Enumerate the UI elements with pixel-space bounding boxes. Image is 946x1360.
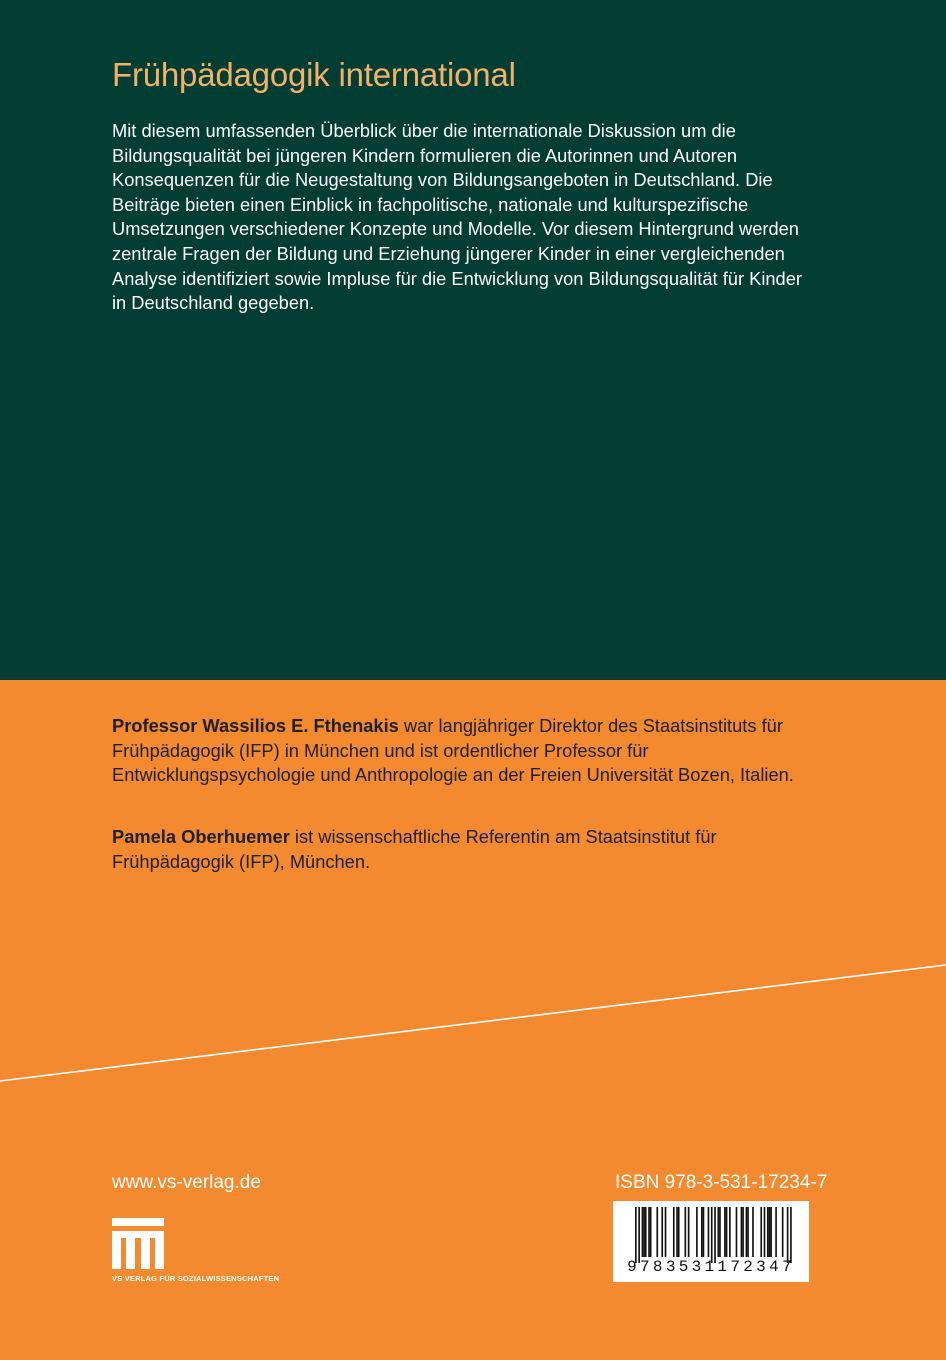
vs-verlag-logo-icon	[112, 1218, 172, 1270]
barcode-bar	[724, 1207, 726, 1257]
barcode-bar	[642, 1207, 644, 1257]
barcode-bar	[729, 1207, 731, 1257]
barcode-bar	[726, 1207, 728, 1257]
barcode-bar	[775, 1207, 777, 1257]
barcode-bar	[760, 1207, 762, 1257]
barcode-bar	[770, 1207, 772, 1257]
barcode-bar	[718, 1207, 720, 1257]
barcode-bar	[741, 1207, 743, 1257]
publisher-url[interactable]: www.vs-verlag.de	[112, 1172, 261, 1193]
barcode-bar	[638, 1207, 640, 1263]
barcode-bar	[656, 1207, 658, 1257]
barcode-bar	[790, 1207, 792, 1263]
barcode-number: 9783531172347	[627, 1258, 795, 1276]
barcode-bar	[703, 1207, 705, 1257]
barcode-bar	[678, 1207, 680, 1257]
author-bio-1	[112, 714, 812, 788]
barcode-bar	[714, 1207, 716, 1263]
barcode-bar	[782, 1207, 784, 1257]
barcode-bar	[769, 1207, 771, 1257]
barcode-bar	[643, 1207, 645, 1257]
author-bio-2	[112, 825, 812, 874]
author-text-2: ist wissenschaftliche Referentin am Staatsinstitut für Frühpädagogik (IFP), München.	[112, 826, 717, 872]
barcode-bar	[747, 1207, 749, 1257]
barcode-bar	[685, 1207, 687, 1257]
barcode-bar	[767, 1207, 769, 1257]
barcode-bar	[719, 1207, 721, 1257]
publisher-logo-text: VS VERLAG FÜR SOZIALWISSENSCHAFTEN	[112, 1274, 280, 1283]
book-title: Frühpädagogik international	[112, 56, 516, 93]
barcode-bar	[676, 1207, 678, 1257]
barcode-bar	[688, 1207, 690, 1257]
barcode-bar	[764, 1207, 766, 1257]
book-description: Mit diesem umfassenden Überblick über die internationale Diskussion um die Bildungsqualität bei jüngeren Kindern formulieren die Autorinnen und Autoren Konsequenzen für die Neugestaltung von Bildungsangeboten in Deutschland. Die Beiträge bieten einen Einblick in fachpolitische, nationale und kulturspezifische Umsetzungen verschiedener Konzepte und Modelle. Vor diesem Hintergrund werden zentrale Fragen der Bildung und Erziehung jüngerer Kinder in einer vergleichenden Analyse identifiziert sowie Impluse für die Entwicklung von Bildungsqualität für Kinder in Deutschland gegeben.	[112, 120, 802, 314]
isbn-label: ISBN 978-3-531-17234-7	[615, 1172, 828, 1193]
author-name-1: Professor Wassilios E. Fthenakis	[112, 715, 399, 736]
barcode-bar	[736, 1207, 738, 1257]
barcode-bar	[746, 1207, 748, 1257]
barcode-bar	[696, 1207, 698, 1257]
author-name-2: Pamela Oberhuemer	[112, 826, 290, 847]
barcode-bar	[708, 1207, 710, 1257]
author-text-1: war langjähriger Direktor des Staatsinstituts für Frühpädagogik (IFP) in München und ist ordentlicher Professor für Entwicklungspsychologie und Anthropologie an der Freien Universität Bozen, Italien.	[112, 715, 794, 786]
barcode-bar	[711, 1207, 713, 1263]
barcode-bar	[645, 1207, 647, 1257]
barcode-bar	[673, 1207, 675, 1257]
barcode-bar	[701, 1207, 703, 1257]
diagonal-line	[0, 960, 946, 1085]
barcode-bar	[635, 1207, 637, 1263]
barcode-bar	[787, 1207, 789, 1263]
barcode-bar	[665, 1207, 667, 1257]
barcode-bar	[752, 1207, 754, 1257]
barcode	[613, 1201, 809, 1282]
barcode-bar	[648, 1207, 650, 1257]
barcode-bar	[650, 1207, 652, 1257]
barcode-bar	[661, 1207, 663, 1257]
barcode-bar	[742, 1207, 744, 1257]
